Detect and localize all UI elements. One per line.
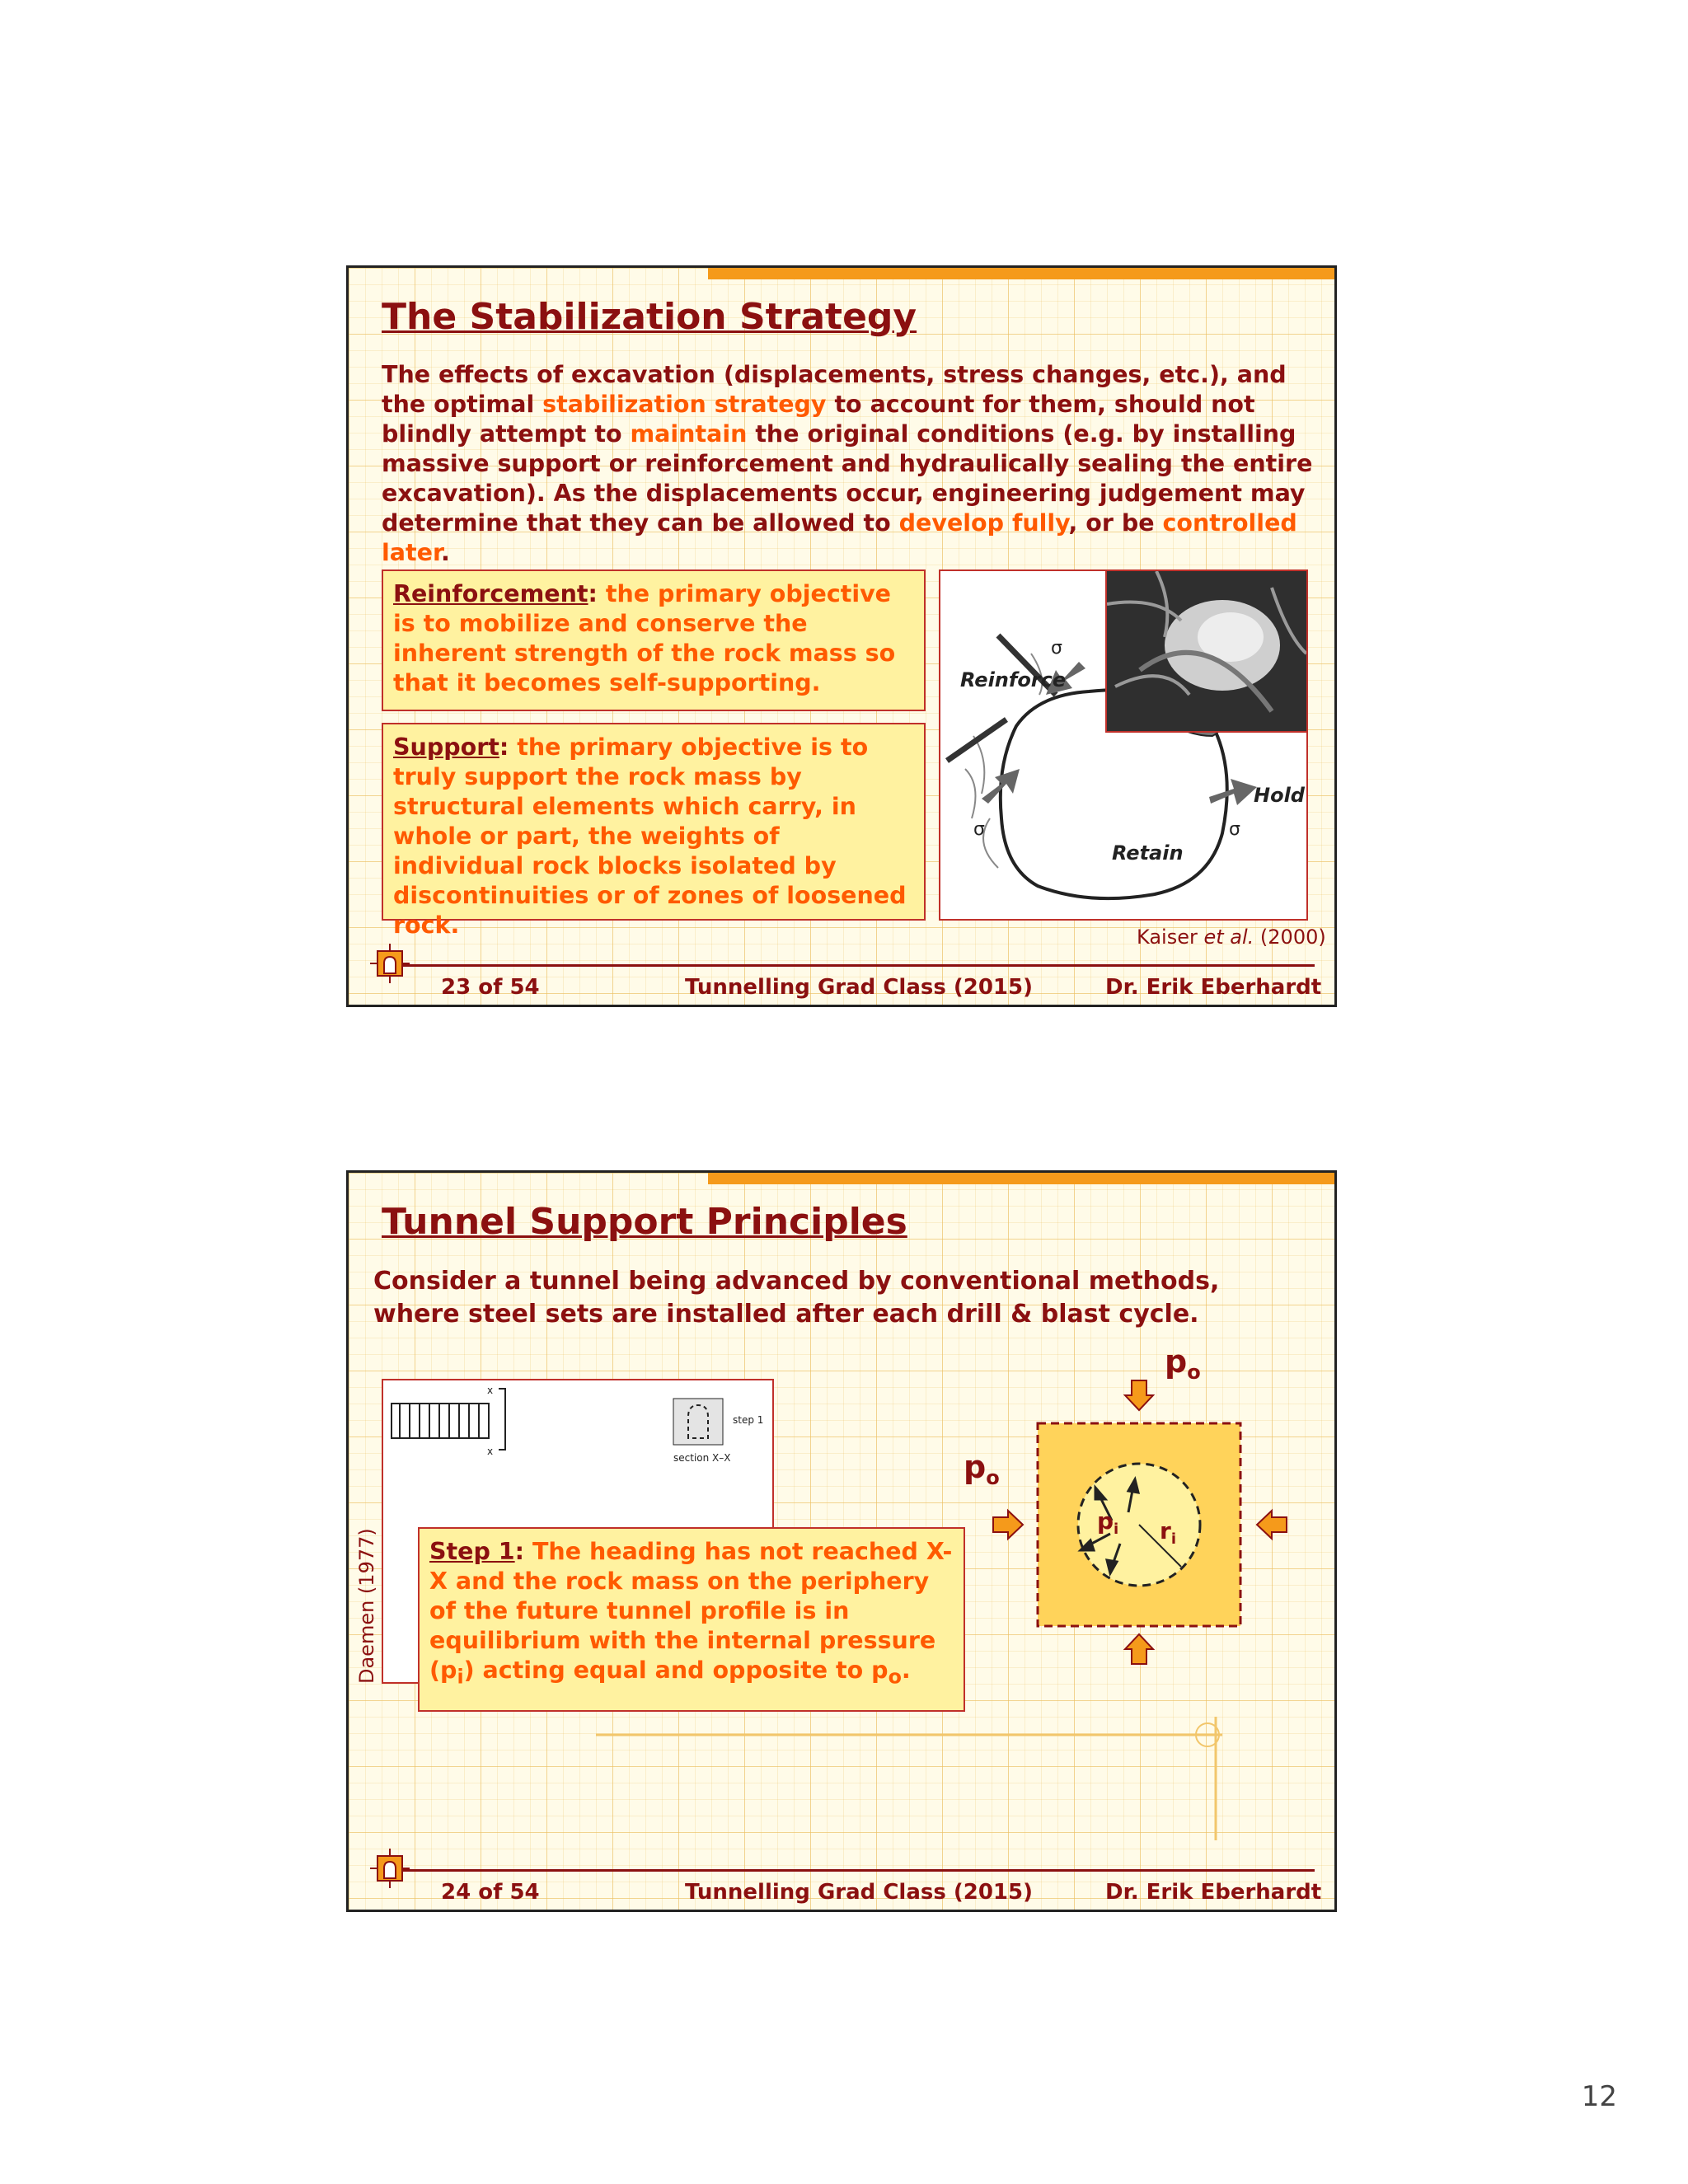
reinforcement-box	[382, 569, 926, 711]
support-box	[382, 723, 926, 939]
footer-divider	[382, 1869, 1315, 1872]
tunnel-logo-icon	[370, 944, 410, 983]
intro-highlight: controlled later	[382, 509, 1297, 566]
slide-24	[346, 1170, 1337, 1912]
term-colon: :	[514, 1538, 525, 1565]
slide-title: Tunnel Support Principles	[382, 1201, 907, 1243]
support-term: Support	[393, 733, 499, 761]
intro-highlight: stabilization strategy	[542, 391, 827, 418]
intro-text: , or be	[1068, 509, 1163, 537]
tunnel-photo	[1105, 569, 1308, 733]
slide-top-bar	[708, 1173, 1334, 1184]
label-po-left: $p_o$	[964, 1449, 1000, 1489]
citation-etal: et al.	[1203, 926, 1254, 949]
intro-highlight: maintain	[630, 420, 748, 448]
intro-paragraph	[382, 360, 1313, 568]
label-hold: Hold	[1254, 784, 1305, 807]
in-situ-stress-diagram	[959, 1338, 1321, 1700]
sigma-label: σ	[1051, 638, 1062, 658]
daemen-citation: Daemen (1977)	[355, 1528, 378, 1684]
step-text: The heading has not reached X-X and the rock mass on the periphery of the future tunnel profile is in equilibrium with the internal pressure (p	[429, 1538, 953, 1684]
sigma-label: σ	[973, 819, 985, 840]
reinforcement-text: the primary objective is to mobilize and conserve the inherent strength of the rock mass so that it becomes self-supporting.	[393, 580, 896, 696]
tunnel-logo-icon	[370, 1849, 410, 1888]
intro-text: The effects of excavation (displacements, stress changes, etc.), and the optimal	[382, 361, 1287, 418]
citation-text: (2000)	[1254, 926, 1326, 949]
figure-citation	[1137, 926, 1326, 949]
step-label: step 1	[733, 1414, 764, 1426]
term-colon: :	[499, 733, 509, 761]
label-ri: $r_i$	[1160, 1517, 1176, 1548]
label-po-top: $p_o$	[1165, 1343, 1201, 1384]
reinforcement-term: Reinforcement	[393, 580, 588, 607]
slide-top-bar	[708, 268, 1334, 279]
intro-text: to account for them, should not blindly attempt to	[382, 391, 1255, 448]
step-term: Step 1	[429, 1538, 515, 1565]
intro-text: the original conditions (e.g. by installing massive support or reinforcement and hydraulically sealing the entire excavation). As the displacements occur, engineering judgement may determine that they can be allowed to	[382, 420, 1313, 537]
support-text: the primary objective is to truly support the rock mass by structural elements which carry, in whole or part, the weights of individual rock blocks isolated by discontinuities or of zones of loosened rock.	[393, 733, 907, 939]
slide-23	[346, 265, 1337, 1007]
steel-sets	[392, 1389, 505, 1450]
section-label: section X–X	[673, 1452, 731, 1464]
intro-highlight: develop fully	[898, 509, 1069, 537]
step-text: .	[901, 1657, 911, 1684]
label-pi: $p_i$	[1097, 1507, 1119, 1538]
slide-title: The Stabilization Strategy	[382, 296, 917, 338]
section-x-label: x	[487, 1446, 494, 1457]
footer-course: Tunnelling Grad Class (2015)	[685, 1880, 1033, 1905]
step-text: ) acting equal and opposite to p	[463, 1657, 889, 1684]
subscript: i	[457, 1665, 464, 1689]
footer-page: 24 of 54	[441, 1880, 540, 1905]
label-reinforce: Reinforce	[960, 668, 1067, 691]
intro-text: .	[440, 539, 450, 566]
page-number: 12	[1581, 2080, 1617, 2113]
label-retain: Retain	[1112, 841, 1184, 865]
decorative-guides	[596, 1717, 1255, 1849]
sigma-label: σ	[1229, 819, 1240, 840]
intro-paragraph: Consider a tunnel being advanced by conventional methods, where steel sets are installed after each drill & blast cycle.	[373, 1267, 1220, 1329]
term-colon: :	[588, 580, 598, 607]
section-x-label: x	[487, 1385, 494, 1396]
footer-author: Dr. Erik Eberhardt	[1105, 1880, 1322, 1905]
footer-page: 23 of 54	[441, 975, 540, 1000]
footer-course: Tunnelling Grad Class (2015)	[685, 975, 1033, 1000]
citation-text: Kaiser	[1137, 926, 1204, 949]
footer-divider	[382, 964, 1315, 967]
step1-box	[418, 1527, 965, 1712]
tunnel-photo-graphic	[1107, 571, 1306, 731]
footer-author: Dr. Erik Eberhardt	[1105, 975, 1322, 1000]
subscript: o	[888, 1665, 902, 1689]
